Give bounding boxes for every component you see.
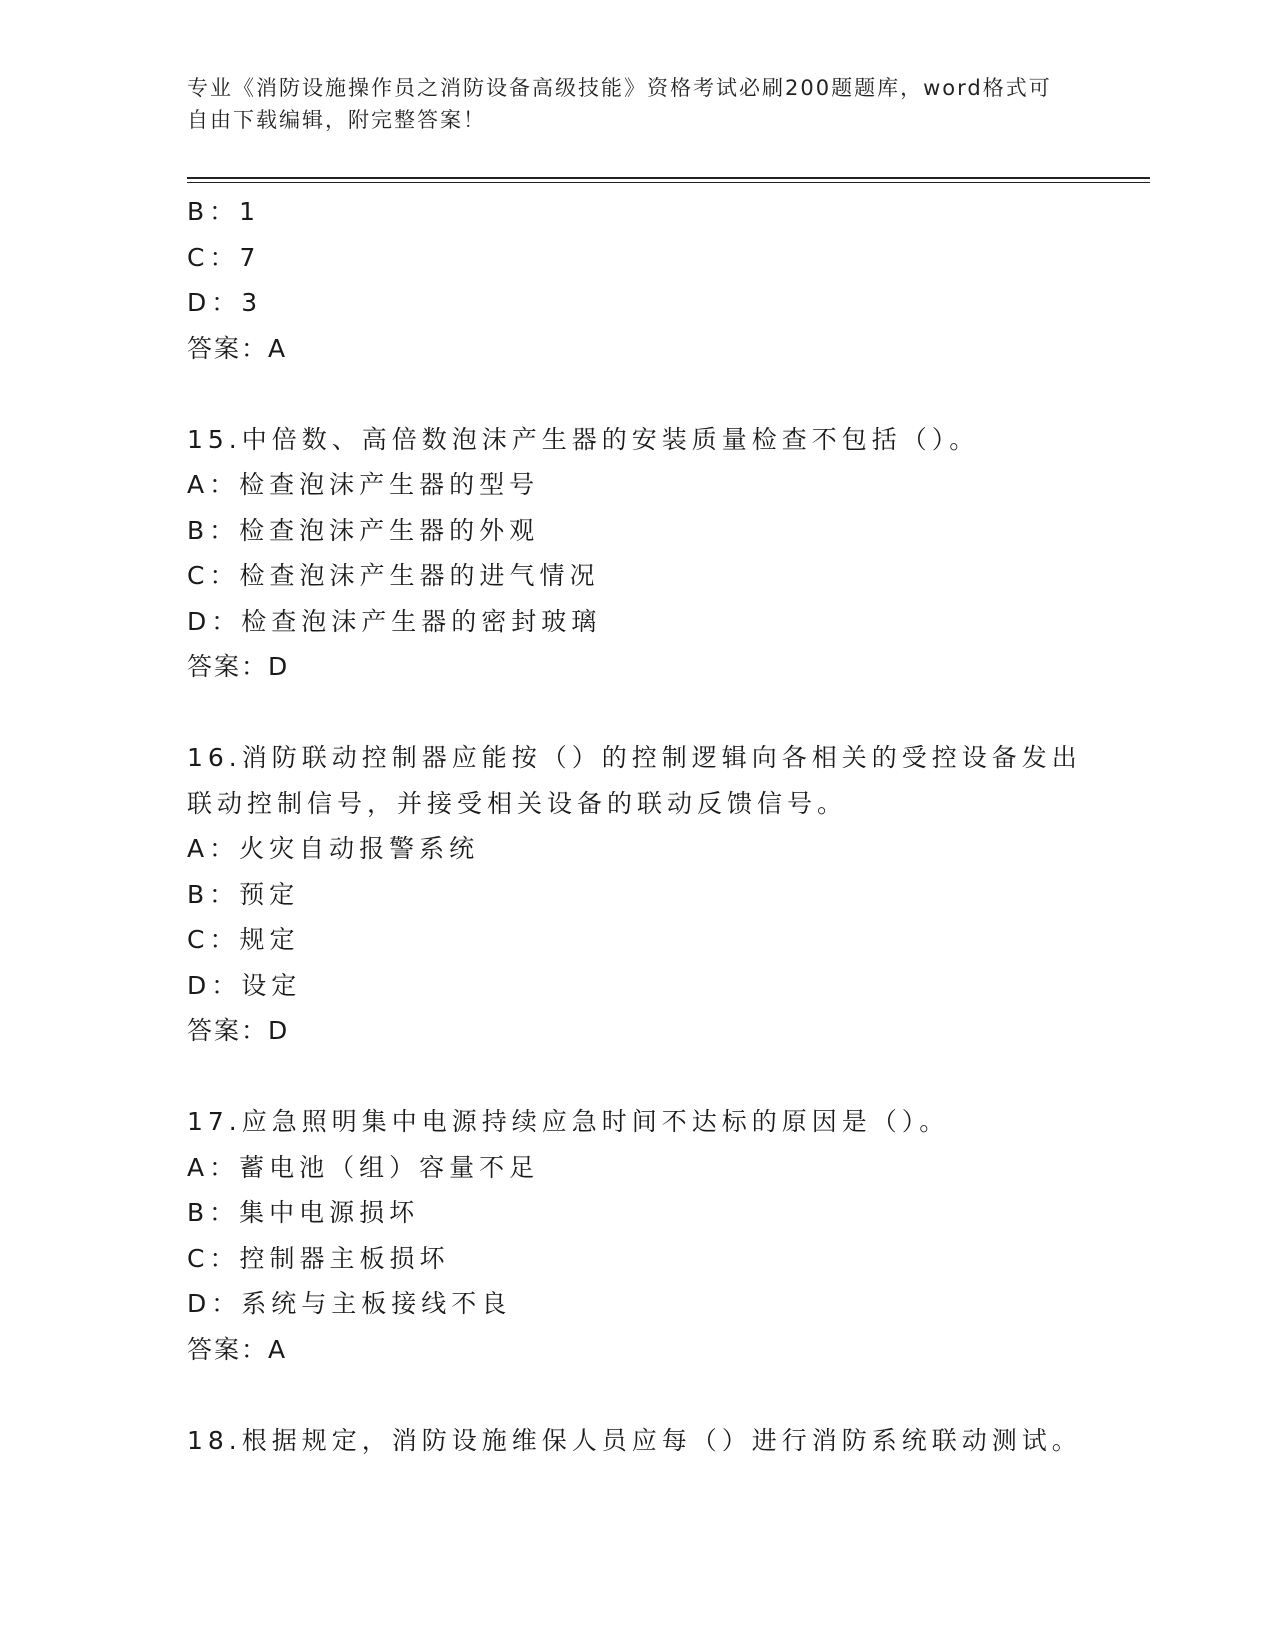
question-text: 15.中倍数、高倍数泡沫产生器的安装质量检查不包括（）。 [187,424,980,454]
spacer [187,1372,1087,1418]
option-d: D：设定 [187,970,302,1000]
option-b: B：1 [187,197,261,226]
question-block-18 [187,1418,1087,1464]
answer-line: 答案：D [187,1016,290,1045]
option-c: C：规定 [187,925,300,954]
option-b: B：集中电源损坏 [187,1198,420,1227]
spacer [187,1054,1087,1100]
question-text: 17.应急照明集中电源持续应急时间不达标的原因是（）。 [187,1107,950,1136]
option-a: A：火灾自动报警系统 [187,834,480,863]
option-c: C：检查泡沫产生器的进气情况 [187,561,600,590]
option-b: B：检查泡沫产生器的外观 [187,515,540,545]
header-divider-thin [187,182,1150,183]
spacer [187,690,1087,736]
page-header [187,72,1067,136]
document-title: 专业《消防设施操作员之消防设备高级技能》资格考试必刷200题题库，word格式可自由下载编辑，附完整答案！ [187,76,1052,132]
option-c: C：7 [187,242,261,272]
option-d: D：检查泡沫产生器的密封玻璃 [187,606,602,636]
answer-line: 答案：D [187,652,290,681]
question-block-continued [187,189,1087,371]
question-block-17 [187,1099,1087,1372]
answer-line: 答案：A [187,333,288,363]
answer-line: 答案：A [187,1334,288,1364]
document-body [187,189,1087,1463]
option-b: B：预定 [187,879,300,909]
option-d: D：系统与主板接线不良 [187,1289,512,1318]
option-a: A：检查泡沫产生器的型号 [187,470,540,499]
question-text: 18.根据规定，消防设施维保人员应每（）进行消防系统联动测试。 [187,1425,1082,1455]
option-d: D：3 [187,288,263,317]
option-c: C：控制器主板损坏 [187,1243,450,1273]
question-block-16 [187,735,1087,1054]
question-block-15 [187,417,1087,690]
header-divider [187,177,1150,179]
option-a: A：蓄电池（组）容量不足 [187,1152,540,1182]
question-text: 16.消防联动控制器应能按（）的控制逻辑向各相关的受控设备发出联动控制信号，并接受相关设备的联动反馈信号。 [187,743,1082,818]
spacer [187,371,1087,417]
